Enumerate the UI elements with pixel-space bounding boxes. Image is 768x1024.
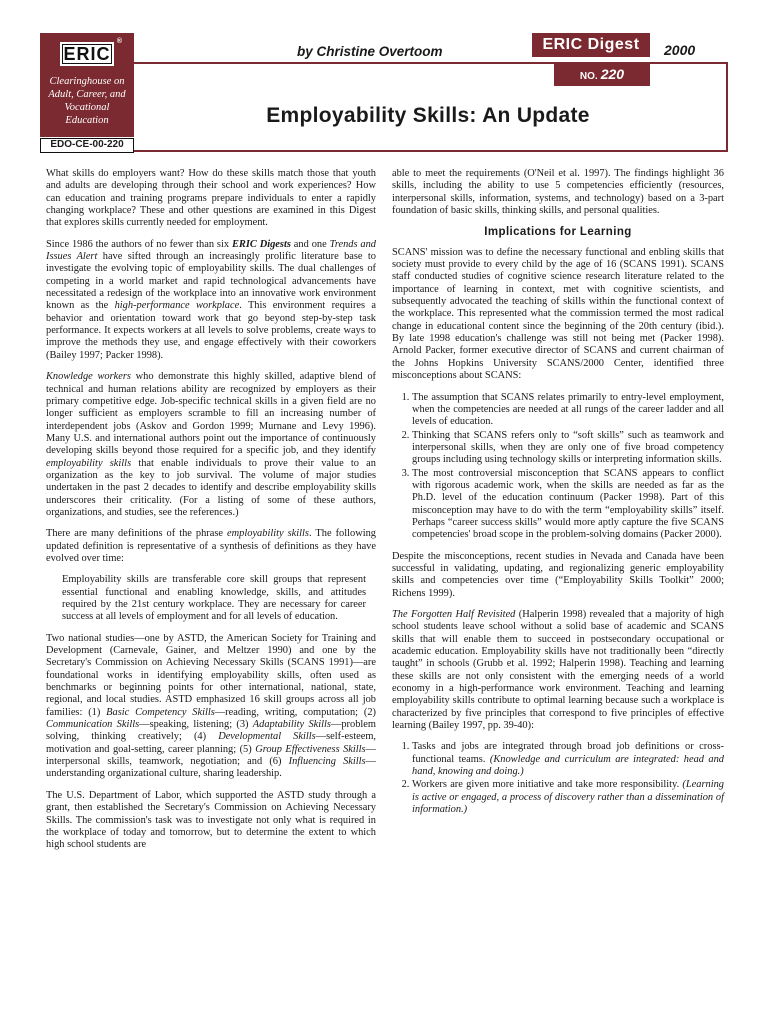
clearinghouse-name: Clearinghouse on Adult, Career, and Vocational Education	[48, 76, 126, 126]
digest-year: 2000	[664, 42, 696, 58]
paragraph-history: Since 1986 the authors of no fewer than six ERIC Digests and one Trends and Issues Alert have sifted through an increasingly prolific literature base to investigate the evolving topic of employability skills. The dual challenges of competing in a world market and rapid technological advancements have necessitated a redesign of the workplace into an innovative work environment known as the high-performance workplace. This environment requires a behavior and orientation toward work that go beyond step-by-step task performance. It expects workers at all levels to solve problems, create ways to improve the methods they use, and engage effectively with their coworkers (Bailey 1997; Packer 1998).	[46, 238, 377, 361]
misconceptions-list	[392, 392, 724, 542]
paragraph-recent-studies: Despite the misconceptions, recent studies in Nevada and Canada have been successful in validating, updating, and regionalizing generic employability skills and competencies over time (“Employability Skills Toolkit” 2000; Richens 1999).	[392, 550, 724, 599]
paragraph-forgotten-half: The Forgotten Half Revisited (Halperin 1998) revealed that a majority of high school students leave school without a solid base of academic and SCANS skills that will enable them to succeed in postsecondary occupational or academic education. Employability skills have not traditionally been “directly taught” in schools (Grubb et al. 1992; Halperin 1998). Teaching and learning these skills are not only consistent with the emerging needs of a world economy in a high-performance work environment. Teaching and learning employability skills contribute to optimal learning because such a workplace is characterized by five principles that correspond to five principles of effective learning (Bailey 1997, pp. 39-40):	[392, 609, 725, 732]
digest-number-badge	[554, 62, 650, 86]
paragraph-continued: able to meet the requirements (O'Neil et al. 1997). The findings highlight 36 skills, including the ability to use 5 competencies efficiently (resources, interpersonal skills, information, systems, and technology) based on a 3-part foundation of basic skills, thinking skills, and personal qualities.	[392, 168, 724, 217]
section-heading: Implications for Learning	[484, 226, 632, 239]
digest-number-label: NO.	[579, 71, 598, 82]
list-item: 3. The most controversial misconception that SCANS appears to conflict with rigorous academic work, when the skills are needed as far as the Ph.D. level of the education continuum (Packer 1998). Part of this misconception may have to do with the term “employability skills” itself. Perhaps “career success skills” would more aptly capture the five SCANS competencies' broad scope in the problem-solving domains (Packer 2000).	[412, 468, 724, 542]
header-rule-vertical	[726, 62, 728, 152]
paragraph-national-studies: Two national studies—one by ASTD, the American Society for Training and Development (Carnevale, Gainer, and Meltzer 1990) and one by the Secretary's Commission on Achieving Necessary Skills (SCANS 1991)—are foundational works in identifying employability skills, often used as benchmarks or beginning points for other international, national, state, regional, and local studies. ASTD emphasized 16 skill groups across all job families: (1) Basic Competency Skills—reading, writing, computation; (2) Communication Skills—speaking, listening; (3) Adaptability Skills—problem solving, thinking creatively; (4) Developmental Skills—self-esteem, motivation and goal-setting, career planning; (5) Group Effectiveness Skills—interpersonal skills, teamwork, negotiation; and (6) Influencing Skills—understanding organizational culture, sharing leadership.	[46, 632, 377, 780]
principles-list	[392, 741, 724, 816]
paragraph-dol: The U.S. Department of Labor, which supported the ASTD study through a grant, then established the Secretary's Commission on Achieving Necessary Skills. The commission's task was to investigate not only what is required in the workplace of today and tomorrow, but to determine the extent to which high school students are	[46, 789, 376, 851]
digest-number: 220	[600, 66, 625, 82]
eric-logo	[58, 38, 123, 68]
left-column	[46, 168, 376, 861]
right-column	[392, 168, 724, 826]
clearinghouse-box	[40, 33, 134, 137]
author-byline: by Christine Overtoom	[297, 44, 443, 59]
paragraph-scans-mission: SCANS' mission was to define the necessary functional and enbling skills that society must provide to every child by the age of 16 (SCANS 1991). SCANS staff conducted studies of cognitive science research literature related to the importance of learning in context, met with cognitive scientists, and subsequently advocated the teaching of skills within the functional context of the workplace. This represented what the commission termed the most radical change in educational content since the beginning of the 20th century (ibid.). By late 1998 education's challenge was still not being met (Packer 1998). Arnold Packer, former executive director of SCANS and current chairman of the Johns Hopkins University SCANS/2000 Center, identified three misconceptions about SCANS:	[392, 246, 724, 382]
page-title: Employability Skills: An Update	[266, 104, 590, 127]
list-item: 1. The assumption that SCANS relates primarily to entry-level employment, when the competencies are needed at all rungs of the career ladder and all levels of education.	[412, 392, 724, 429]
edo-code: EDO-CE-00-220	[40, 138, 134, 153]
header-rule-top	[134, 62, 554, 64]
list-item: 2. Thinking that SCANS refers only to “soft skills” such as teamwork and interpersonal skills, when they are only one of five broad competency groups including using technology skills or interpreting information skills.	[412, 430, 724, 467]
registered-mark: ®	[116, 38, 123, 45]
list-item: 2. Workers are given more initiative and take more responsibility. (Learning is active or engaged, a process of discovery rather than a dissemination of information.)	[412, 779, 724, 816]
header-rule-right	[650, 62, 728, 64]
list-item: 1. Tasks and jobs are integrated through broad job definitions or cross-functional teams. (Knowledge and curriculum are integrated: head and hand, knowing and doing.)	[412, 741, 724, 778]
header-rule-bottom	[134, 150, 728, 152]
digest-badge: ERIC Digest	[532, 33, 650, 57]
paragraph-knowledge-workers: Knowledge workers who demonstrate this highly skilled, adaptive blend of technical and human relations ability are recognized by employers as their primary competitive edge. Job-specific technical skills in a given field are no longer sufficient as employers scramble to fill an increasing number of interdependent jobs (Askov and Gordon 1999; Murnane and Levy 1996). Many U.S. and international authors point out the importance of continuously developing skills beyond those required for a specific job, and they identify employability skills that enable individuals to prove their value to an organization as the key to job survival. The volume of major studies undertaken in the past 2 decades to identify and describe employability skills underscores their criticality. (For a listing of some of these authors, organizations, and studies, see the references.)	[46, 371, 376, 518]
paragraph-definitions: There are many definitions of the phrase employability skills. The following updated definition is representative of a synthesis of definitions as they have evolved over time:	[46, 528, 376, 564]
definition-quote: Employability skills are transferable core skill groups that represent essential functional and enabling knowledge, skills, and attitudes required by the 21st century workplace. They are necessary for career success at all levels of employment and for all levels of education.	[62, 574, 366, 623]
eric-logo-text: ERIC	[63, 43, 111, 64]
paragraph-intro: What skills do employers want? How do these skills match those that youth and adults are developing through their school and work experiences? How can education and training programs prepare individuals to enter a rapidly changing workplace? These and other questions are examined in this Digest that explores skills currently needed for employment.	[46, 168, 376, 229]
